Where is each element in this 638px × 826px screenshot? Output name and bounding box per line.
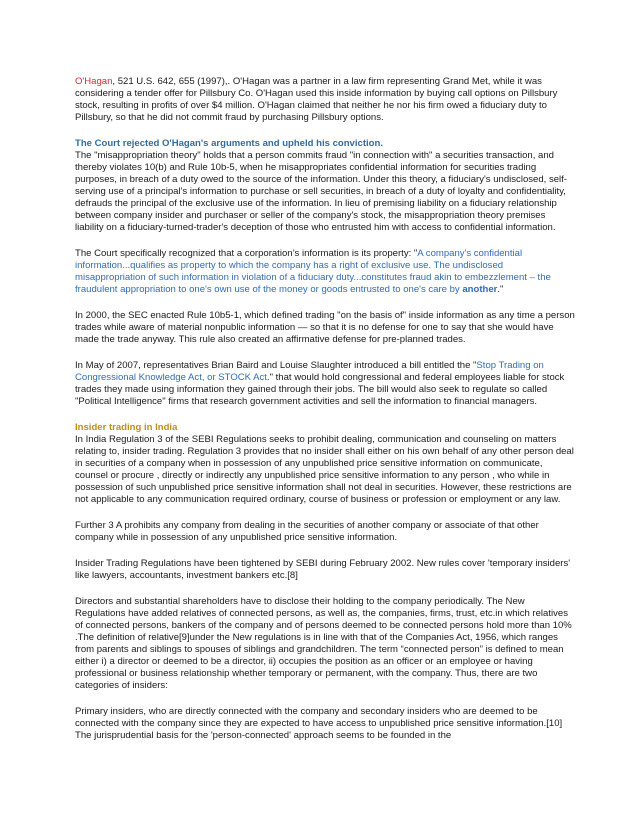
paragraph-rule-10b5-1: In 2000, the SEC enacted Rule 10b5-1, which defined trading "on the basis of" inside information as any time a person trades while aware of material nonpublic information — so that it is no defense for one to say that she would have made the trade anyway. This rule also created an affirmative defense for pre-planned trades. bbox=[75, 310, 575, 345]
case-link-ohagan[interactable]: O'Hagan bbox=[75, 76, 113, 87]
heading-insider-trading-india: Insider trading in India bbox=[75, 422, 178, 433]
quote-emphasis[interactable]: another bbox=[462, 284, 498, 295]
document-body bbox=[75, 76, 575, 756]
paragraph-text-end: ." that would hold congressional and federal employees liable for stock trades they made using information they gained through their jobs. The bill would also seek to regulate so called "Political Intelligence" firms that research government activities and sell the information to financial managers. bbox=[75, 372, 565, 407]
paragraph-corporate-information-property bbox=[75, 248, 575, 296]
paragraph-text: In May of 2007, representatives Brian Baird and Louise Slaughter introduced a bill entitled the " bbox=[75, 360, 477, 371]
paragraph-regulations-tightened: Insider Trading Regulations have been tightened by SEBI during February 2002. New rules cover 'temporary insiders' like lawyers, accountants, investment bankers etc.[8] bbox=[75, 558, 571, 581]
paragraph-text: , 521 U.S. 642, 655 (1997),. O'Hagan was a partner in a law firm representing Grand Met, while it was considering a tender offer for Pillsbury Co. O'Hagan used this inside information by buying call options on Pillsbury stock, resulting in profits of over $4 million. O'Hagan claimed that neither he nor his firm owed a fiduciary duty to Pillsbury, so that he did not commit fraud by purchasing Pillsbury options. bbox=[75, 76, 558, 123]
paragraph-directors-disclosure: Directors and substantial shareholders have to disclose their holding to the company periodically. The New Regulations have added relatives of connected persons, as well as, the companies, firms, trust, etc.in which relatives of connected persons, bankers of the company and of persons deemed to be connected persons hold more than 10% .The definition of relative[9]under the New regulations is in line with that of the Companies Act, 1956, which ranges from parents and siblings to spouses of siblings and grandchildren. The term “connected person” is defined to mean either i) a director or deemed to be a director, ii) occupies the position as an officer or an employee or having professional or business relationship whether temporary or permanent, with the company. Thus, there are two categories of insiders: bbox=[75, 596, 572, 691]
paragraph-primary-insiders: Primary insiders, who are directly connected with the company and secondary insiders who are deemed to be connected with the company since they are expected to have access to unpublished price sensitive information.[10] The jurisprudential basis for the 'person-connected' approach seems to be founded in the bbox=[75, 706, 563, 741]
paragraph-text: The Court specifically recognized that a corporation’s information is its property: " bbox=[75, 248, 418, 259]
paragraph-stock-act bbox=[75, 360, 575, 408]
quote-text[interactable]: A company's confidential information...qualifies as property to which the company has a right of exclusive use. The undisclosed misappropriation of such information in violation of a fiduciary duty...constitutes fraud akin to embezzlement – the fraudulent appropriation to one's own use of the money or goods entrusted to one's care by bbox=[75, 248, 551, 295]
paragraph-regulation-3a: Further 3 A prohibits any company from dealing in the securities of another company or associate of that other company while in possession of any unpublished price sensitive information. bbox=[75, 520, 539, 543]
stock-act-link[interactable]: Stop Trading on Congressional Knowledge Act, or STOCK Act bbox=[75, 360, 544, 383]
heading-court-rejected: The Court rejected O'Hagan's arguments and upheld his conviction. bbox=[75, 138, 383, 149]
paragraph-sebi-regulation-3: In India Regulation 3 of the SEBI Regulations seeks to prohibit dealing, communication and counseling on matters relating to, insider trading. Regulation 3 provides that no insider shall either on his own behalf of any other person deal in securities of a company when in possession of any unpublished price sensitive information on communicate, counsel or procure , directly or indirectly any unpublished price sensitive information to any person , who while in possession of such unpublished price sensitive information shall not deal in securities. However, these restrictions are not applicable to any communication required ordinary, course of business or profession or employment or any law. bbox=[75, 434, 574, 505]
paragraph-ohagan-case bbox=[75, 76, 575, 124]
paragraph-misappropriation-theory: The "misappropriation theory" holds that a person commits fraud "in connection with" a securities transaction, and thereby violates 10(b) and Rule 10b-5, when he misappropriates confidential information for securities trading purposes, in breach of a duty owed to the source of the information. Under this theory, a fiduciary's undisclosed, self-serving use of a principal's information to purchase or sell securities, in breach of a duty of loyalty and confidentiality, defrauds the principal of the exclusive use of the information. In lieu of premising liability on a fiduciary relationship between company insider and purchaser or seller of the company's stock, the misappropriation theory premises liability on a fiduciary-turned-trader's deception of those who entrusted him with access to confidential information. bbox=[75, 150, 567, 233]
paragraph-text-end: ." bbox=[497, 284, 504, 295]
